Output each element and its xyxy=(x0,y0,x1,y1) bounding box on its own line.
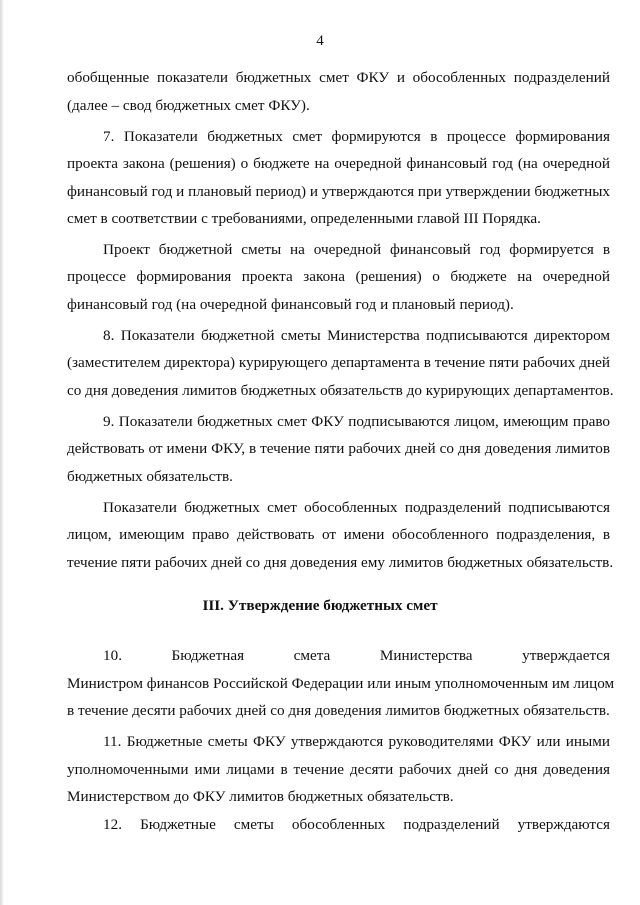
text-line: смет в соответствии с требованиями, определенными главой III Порядка. xyxy=(67,210,541,227)
text-line: бюджетных обязательств. xyxy=(67,468,233,485)
scan-edge xyxy=(0,0,4,905)
text-line: действовать от имени ФКУ, в течение пяти рабочих дней со дня доведения лимитов xyxy=(67,440,610,457)
text-line: Показатели бюджетных смет обособленных подразделений подписываются xyxy=(103,499,610,516)
text-line: 10. Бюджетная смета Министерства утверждается xyxy=(103,647,610,664)
section-heading: III. Утверждение бюджетных смет xyxy=(202,597,438,614)
text-line: процессе формирования проекта закона (решения) о бюджете на очередной xyxy=(67,268,610,285)
text-line: в течение десяти рабочих дней со дня доведения лимитов бюджетных обязательств. xyxy=(67,702,610,719)
text-line: 9. Показатели бюджетных смет ФКУ подписываются лицом, имеющим право xyxy=(103,413,610,430)
text-line: Министерством до ФКУ лимитов бюджетных обязательств. xyxy=(67,788,454,805)
text-line: лицом, имеющим право действовать от имени обособленного подразделения, в xyxy=(67,526,610,543)
text-line: 11. Бюджетные сметы ФКУ утверждаются руководителями ФКУ или иными xyxy=(103,733,610,750)
text-line: финансовый год (на очередной финансовый год и плановый период). xyxy=(67,296,514,313)
page-number: 4 xyxy=(316,33,324,49)
text-line: (далее – свод бюджетных смет ФКУ). xyxy=(67,97,310,114)
text-line: Проект бюджетной сметы на очередной финансовый год формируется в xyxy=(103,241,610,258)
text-line: обобщенные показатели бюджетных смет ФКУ и обособленных подразделений xyxy=(67,69,610,86)
text-line: (заместителем директора) курирующего департамента в течение пяти рабочих дней xyxy=(67,354,610,371)
text-line: 12. Бюджетные сметы обособленных подразделений утверждаются xyxy=(103,816,610,833)
text-line: проекта закона (решения) о бюджете на очередной финансовый год (на очередной xyxy=(67,155,610,172)
text-line: Министром финансов Российской Федерации или иным уполномоченным им лицом xyxy=(67,675,615,692)
text-line: со дня доведения лимитов бюджетных обязательств до курирующих департаментов. xyxy=(67,382,614,399)
text-line: финансовый год и плановый период) и утверждаются при утверждении бюджетных xyxy=(67,183,610,200)
text-line: течение пяти рабочих дней со дня доведения ему лимитов бюджетных обязательств. xyxy=(67,554,614,571)
text-line: 7. Показатели бюджетных смет формируются в процессе формирования xyxy=(103,128,610,145)
text-line: уполномоченными ими лицами в течение десяти рабочих дней со дня доведения xyxy=(67,761,610,778)
text-line: 8. Показатели бюджетной сметы Министерства подписываются директором xyxy=(103,327,610,344)
